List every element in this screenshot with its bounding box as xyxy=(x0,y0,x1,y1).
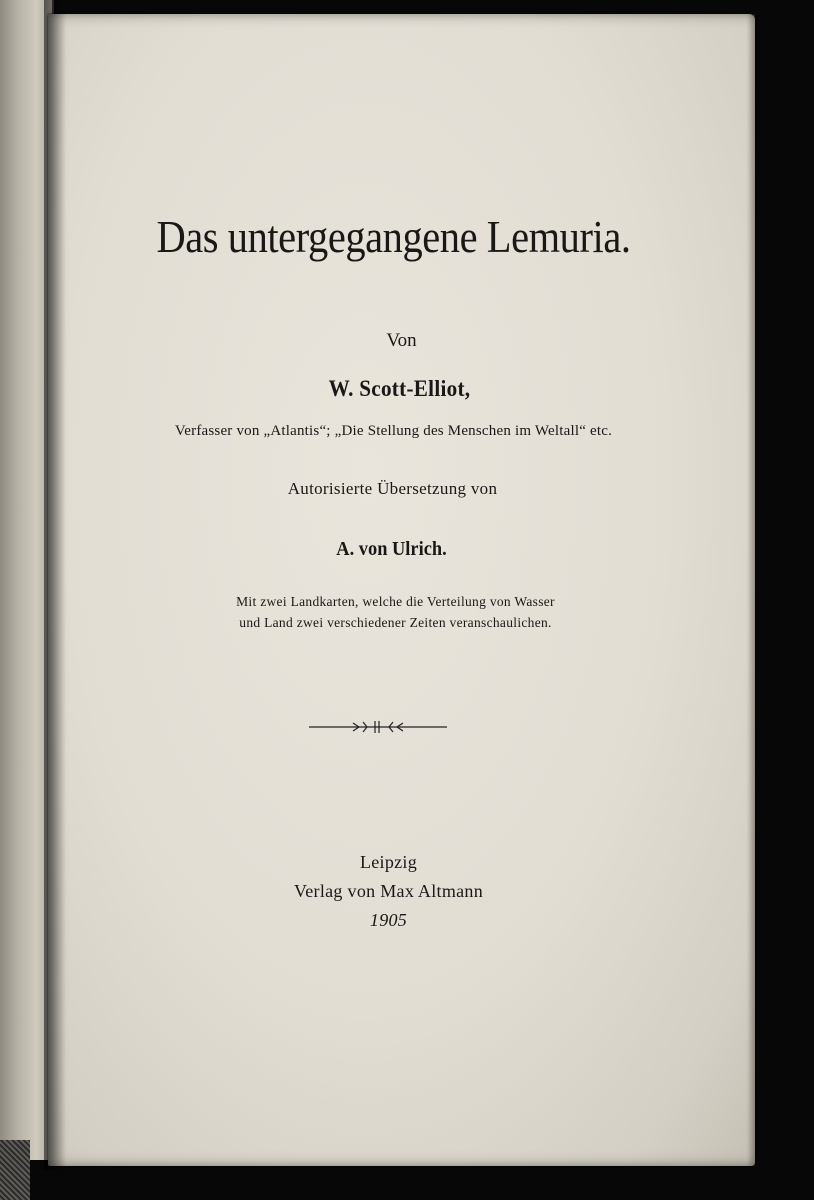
page-right-edge xyxy=(747,14,755,1166)
imprint xyxy=(35,848,742,935)
author-name: W. Scott-Elliot, xyxy=(328,376,471,401)
ornament-rule-icon xyxy=(307,714,449,740)
translation-label: Autorisierte Übersetzung von xyxy=(287,479,498,498)
maps-note-line-2: und Land zwei verschiedener Zeiten veranschaulichen. xyxy=(239,615,552,630)
maps-note-line-1: Mit zwei Landkarten, welche die Verteilung von Wasser xyxy=(236,594,555,609)
publisher: Verlag von Max Altmann xyxy=(293,881,484,901)
by-label: Von xyxy=(386,330,417,351)
title-page xyxy=(48,14,755,1166)
cover-cloth-corner xyxy=(0,1140,30,1200)
author-description: Verfasser von „Atlantis“; „Die Stellung des Menschen im Weltall“ etc. xyxy=(174,423,613,439)
publication-place: Leipzig xyxy=(359,852,418,872)
binding-shadow xyxy=(44,0,66,1170)
publication-year: 1905 xyxy=(369,910,408,930)
maps-note xyxy=(42,591,749,633)
book-title: Das untergegangene Lemuria. xyxy=(156,211,631,262)
translator-name: A. von Ulrich. xyxy=(336,538,447,560)
